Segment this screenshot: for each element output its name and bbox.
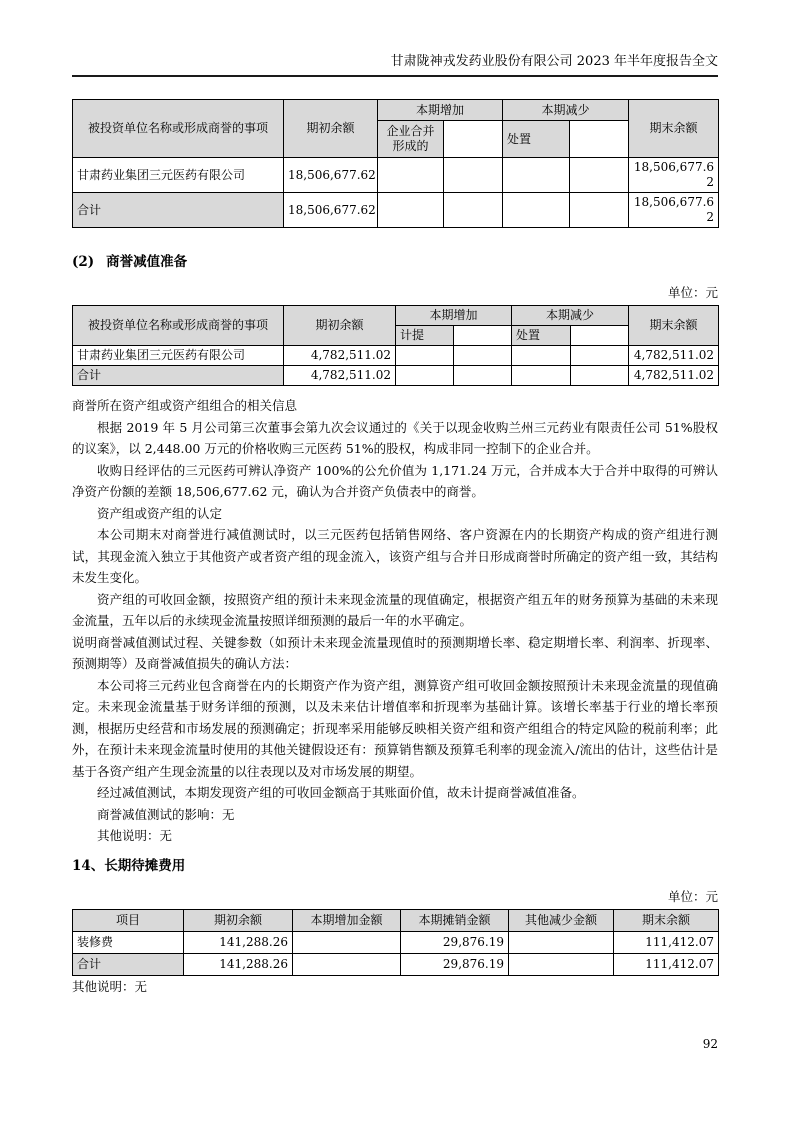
- section-heading-goodwill-impairment: [72, 254, 718, 271]
- cell-empty: [503, 158, 570, 193]
- goodwill-balance-table: [72, 99, 719, 228]
- paragraph: 说明商誉减值测试过程、关键参数（如预计未来现金流量现值时的预测期增长率、稳定期增长率、利润率、折现率、预测期等）及商誉减值损失的确认方法：: [72, 634, 718, 671]
- paragraph: 本公司期末对商誉进行减值测试时，以三元医药包括销售网络、客户资源在内的长期资产构成的资产组进行测试，其现金流入独立于其他资产或者资产组的现金流入，该资产组与合并日形成商誉时所确定的资产组一致，其结构未发生变化。: [72, 527, 718, 585]
- col-header-period-decrease: 本期减少: [512, 306, 629, 326]
- cell-opening-balance: 141,288.26: [184, 953, 293, 975]
- col-header-increase-amount: 本期增加金额: [293, 909, 401, 931]
- other-note: 其他说明：无: [72, 978, 148, 994]
- cell-investee-name: 甘肃药业集团三元医药有限公司: [73, 158, 284, 193]
- col-header-item: 项目: [73, 909, 184, 931]
- cell-total-label: 合计: [73, 953, 184, 975]
- paragraph: 资产组或资产组的认定: [97, 505, 223, 521]
- cell-empty: [571, 346, 629, 366]
- col-header-amortization-amount: 本期摊销金额: [401, 909, 509, 931]
- unit-label: 单位：元: [667, 888, 718, 904]
- cell-item: 装修费: [73, 931, 184, 953]
- cell-empty: [396, 346, 454, 366]
- cell-closing-balance: 18,506,677.62: [629, 158, 719, 193]
- col-header-investee-name: 被投资单位名称或形成商誉的事项: [73, 306, 284, 346]
- table-row: [73, 158, 719, 193]
- cell-empty: [378, 193, 444, 228]
- col-header-opening-balance: 期初余额: [284, 306, 396, 346]
- col-header-closing-balance: 期末余额: [629, 306, 719, 346]
- col-header-closing-balance: 期末余额: [614, 909, 719, 931]
- table-header-row: [73, 100, 719, 121]
- table-row: [73, 346, 719, 366]
- blank-subcolumn-header: [444, 121, 503, 158]
- cell-closing-balance: 111,412.07: [614, 953, 719, 975]
- deferred-expense-table: [72, 909, 719, 976]
- doc-header-title: 甘肃陇神戎发药业股份有限公司 2023 年半年度报告全文: [390, 54, 718, 69]
- cell-closing-balance: 18,506,677.62: [629, 193, 719, 228]
- col-header-opening-balance: 期初余额: [284, 100, 378, 158]
- cell-total-label: 合计: [73, 366, 284, 386]
- cell-empty: [396, 366, 454, 386]
- paragraph: 商誉减值测试的影响：无: [97, 806, 235, 822]
- heading-text: 商誉减值准备: [106, 254, 188, 270]
- unit-label: 单位：元: [667, 285, 718, 300]
- cell-closing-balance: 111,412.07: [614, 931, 719, 953]
- col-header-disposal: 处置: [512, 326, 571, 346]
- cell-opening-balance: 4,782,511.02: [284, 366, 396, 386]
- cell-empty: [571, 366, 629, 386]
- cell-increase-amount: [293, 931, 401, 953]
- table-header-row: [73, 306, 719, 326]
- cell-other-decrease: [509, 953, 614, 975]
- paragraph: 根据 2019 年 5 月公司第三次董事会第九次会议通过的《关于以现金收购兰州三元药业有限责任公司 51%股权的议案》，以 2,448.00 万元的价格收购三元医药 51%的股权，构成非同一控制下的企业合并。: [72, 419, 718, 456]
- section-heading-deferred-expenses: 14、长期待摊费用: [72, 857, 186, 874]
- blank-subcolumn-header: [571, 326, 629, 346]
- col-header-disposal: 处置: [503, 121, 570, 158]
- doc-header: [72, 54, 718, 77]
- blank-subcolumn-header: [454, 326, 512, 346]
- col-header-other-decrease: 其他减少金额: [509, 909, 614, 931]
- cell-opening-balance: 141,288.26: [184, 931, 293, 953]
- paragraph: 本公司将三元药业包含商誉在内的长期资产作为资产组，测算资产组可收回金额按照预计未来现金流量的现值确定。未来现金流量基于财务详细的预测，以及未来估计增值率和折现率为基础计算。该增长率基于行业的增长率预测，根据历史经营和市场发展的预测确定；折现率采用能够反映相关资产组和资产组组合的特定风险的税前利率；此外，在预计未来现金流量时使用的其他关键假设还有：预算销售额及预算毛利率的现金流入/流出的估计，这些估计是基于各资产组产生现金流量的以往表现以及对市场发展的期望。: [72, 677, 718, 779]
- cell-empty: [444, 193, 503, 228]
- table-row: [73, 931, 719, 953]
- table-total-row: [73, 366, 719, 386]
- col-header-closing-balance: 期末余额: [629, 100, 719, 158]
- cell-opening-balance: 18,506,677.62: [284, 158, 378, 193]
- cell-empty: [503, 193, 570, 228]
- table-total-row: [73, 953, 719, 975]
- col-header-period-increase: 本期增加: [396, 306, 512, 326]
- cell-empty: [570, 158, 629, 193]
- goodwill-impairment-text: [72, 395, 718, 847]
- cell-amortization-amount: 29,876.19: [401, 953, 509, 975]
- cell-increase-amount: [293, 953, 401, 975]
- cell-opening-balance: 18,506,677.62: [284, 193, 378, 228]
- paragraph: 收购日经评估的三元医药可辨认净资产 100%的公允价值为 1,171.24 万元，合并成本大于合并中取得的可辨认净资产份额的差额 18,506,677.62 元，确认为合并资产负债表中的商誉。: [72, 462, 718, 499]
- cell-other-decrease: [509, 931, 614, 953]
- cell-empty: [454, 366, 512, 386]
- paragraph: 资产组的可收回金额，按照资产组的预计未来现金流量的现值确定，根据资产组五年的财务预算为基础的未来现金流量，五年以后的永续现金流量按照详细预测的最后一年的水平确定。: [72, 591, 718, 628]
- cell-opening-balance: 4,782,511.02: [284, 346, 396, 366]
- col-header-business-combination: 企业合并形成的: [378, 121, 444, 158]
- table-total-row: [73, 193, 719, 228]
- table-header-row: [73, 909, 719, 931]
- cell-empty: [378, 158, 444, 193]
- page-number: 92: [702, 1037, 718, 1051]
- col-header-investee-name: 被投资单位名称或形成商誉的事项: [73, 100, 284, 158]
- cell-empty: [444, 158, 503, 193]
- heading-number: (2): [72, 254, 95, 270]
- cell-empty: [512, 346, 571, 366]
- cell-investee-name: 甘肃药业集团三元医药有限公司: [73, 346, 284, 366]
- cell-closing-balance: 4,782,511.02: [629, 346, 719, 366]
- paragraph: 商誉所在资产组或资产组组合的相关信息: [72, 398, 298, 413]
- col-header-period-increase: 本期增加: [378, 100, 503, 121]
- cell-empty: [570, 193, 629, 228]
- cell-empty: [454, 346, 512, 366]
- col-header-provision: 计提: [396, 326, 454, 346]
- blank-subcolumn-header: [570, 121, 629, 158]
- cell-amortization-amount: 29,876.19: [401, 931, 509, 953]
- col-header-opening-balance: 期初余额: [184, 909, 293, 931]
- cell-empty: [512, 366, 571, 386]
- goodwill-impairment-table: [72, 305, 719, 386]
- paragraph: 经过减值测试，本期发现资产组的可收回金额高于其账面价值，故未计提商誉减值准备。: [97, 785, 585, 800]
- cell-total-label: 合计: [73, 193, 284, 228]
- paragraph: 其他说明：无: [97, 828, 173, 843]
- col-header-period-decrease: 本期减少: [503, 100, 629, 121]
- cell-closing-balance: 4,782,511.02: [629, 366, 719, 386]
